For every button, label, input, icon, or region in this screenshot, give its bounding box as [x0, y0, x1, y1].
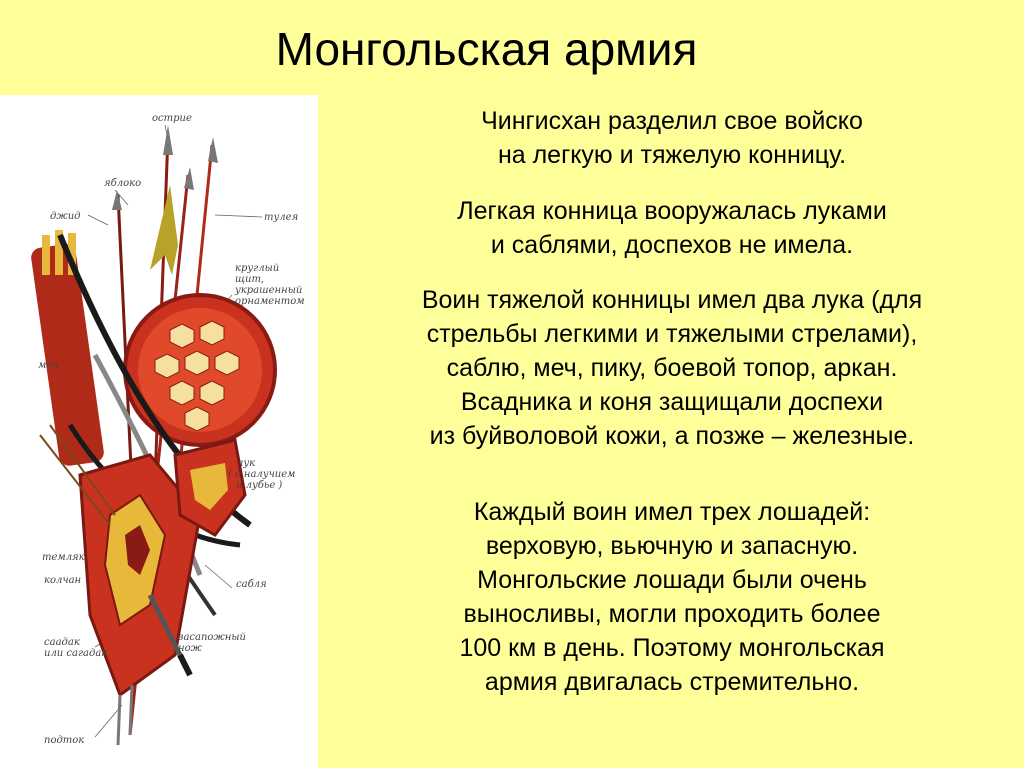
- weapons-drawing: [0, 95, 318, 768]
- paragraph-line: армия двигалась стремительно.: [484, 668, 860, 696]
- label-sablya: сабля: [236, 579, 267, 590]
- paragraph-line: Воин тяжелой конницы имел два лука (для: [421, 286, 923, 314]
- paragraph-line: верховую, вьючную и запасную.: [485, 532, 859, 560]
- label-podtok: подток: [44, 735, 85, 746]
- paragraph-line: из буйволовой кожи, а позже – железные.: [429, 422, 915, 450]
- label-ostrie: острие: [152, 113, 192, 124]
- paragraph-line: стрельбы легкими и тяжелыми стрелами),: [426, 320, 918, 348]
- paragraph-line: саблю, меч, пику, боевой топор, аркан.: [446, 354, 898, 382]
- label-luk-3: и лубье ): [236, 480, 283, 491]
- label-shield-4: орнаментом: [235, 296, 305, 307]
- label-nozh-2: нож: [178, 643, 202, 654]
- label-nozh-1: засапожный: [178, 632, 246, 643]
- paragraph-line: и саблями, доспехов не имела.: [490, 231, 854, 259]
- paragraph-1: [322, 104, 1022, 172]
- weapons-illustration: [0, 95, 318, 768]
- label-temlyak: темляк: [42, 552, 85, 563]
- label-kolchan: колчан: [44, 575, 82, 586]
- paragraph-line: на легкую и тяжелую конницу.: [497, 141, 847, 169]
- label-luk-2: ( с налучием: [228, 469, 296, 480]
- label-mech: меч: [38, 360, 59, 371]
- paragraph-line: выносливы, могли проходить более: [463, 600, 881, 628]
- paragraph-line: Каждый воин имел трех лошадей:: [473, 498, 871, 526]
- paragraph-3: [322, 283, 1022, 453]
- label-luk-1: лук: [237, 458, 256, 469]
- label-shield-2: щит,: [235, 274, 265, 285]
- paragraph-line: Монгольские лошади были очень: [477, 566, 867, 594]
- label-tuleya: тулея: [264, 212, 299, 223]
- label-saadak-1: саадак: [44, 637, 80, 648]
- paragraph-line: Чингисхан разделил свое войско: [481, 107, 863, 135]
- paragraph-2: [322, 194, 1022, 262]
- label-yabloko: яблоко: [104, 178, 142, 189]
- paragraph-line: Легкая конница вооружалась луками: [457, 197, 887, 225]
- label-dzhid: джид: [50, 211, 81, 222]
- slide-title: Монгольская армия: [275, 23, 698, 75]
- label-shield-1: круглый: [235, 263, 280, 274]
- paragraph-4: [322, 495, 1022, 699]
- paragraph-line: Всадника и коня защищали доспехи: [460, 388, 884, 416]
- paragraph-line: 100 км в день. Поэтому монгольская: [459, 634, 885, 662]
- label-saadak-2: или сагадак: [44, 648, 108, 659]
- label-shield-3: украшенный: [235, 285, 303, 296]
- quiver-drawing: [30, 243, 105, 467]
